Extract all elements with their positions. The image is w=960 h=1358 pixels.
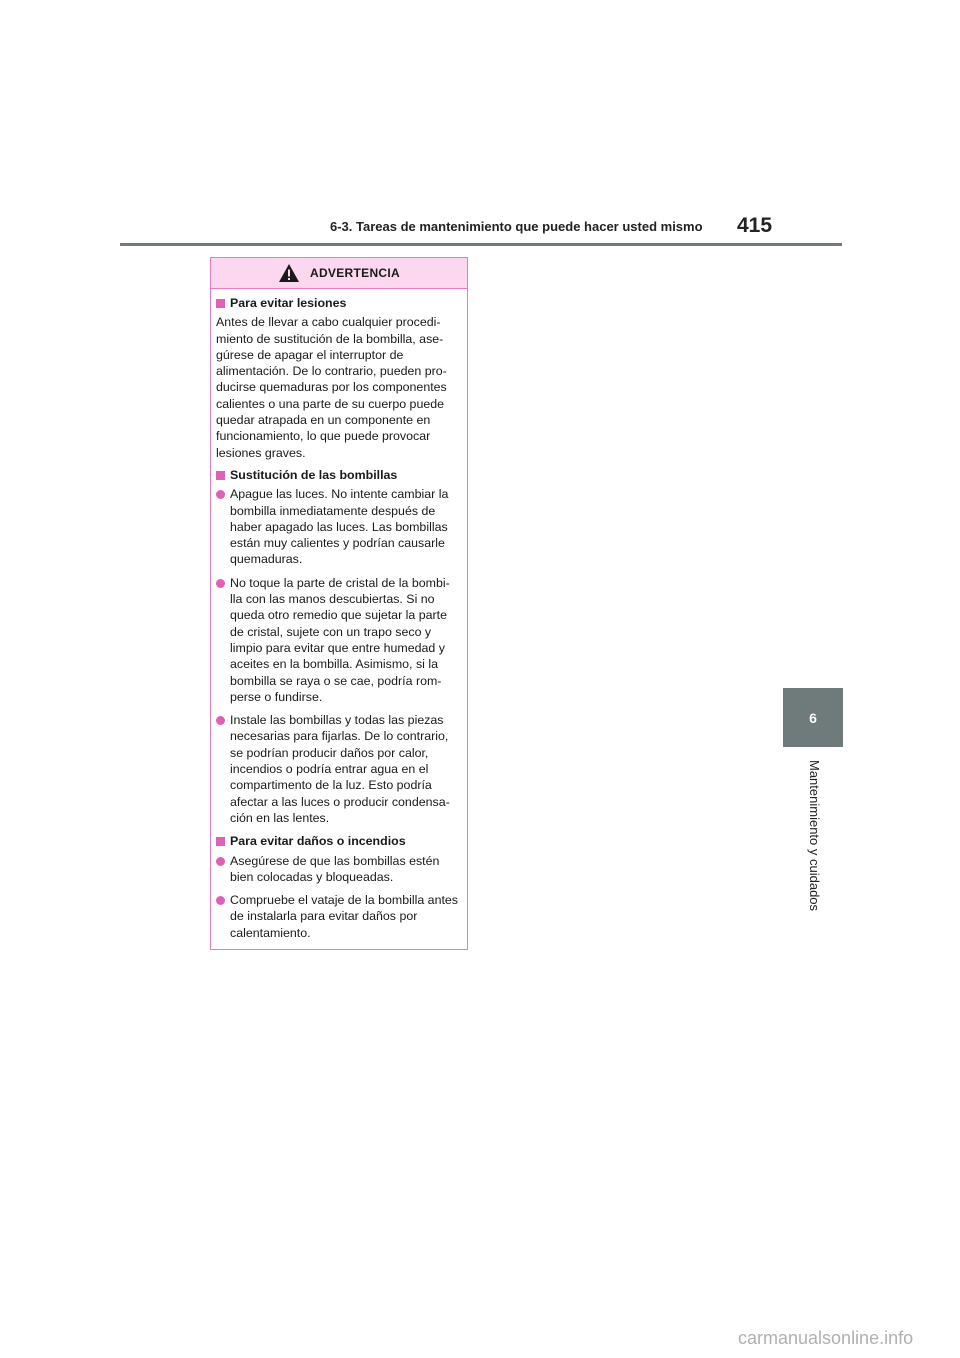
section-heading: [216, 295, 459, 311]
section-heading: [216, 833, 459, 849]
section-heading-text: Sustitución de las bombillas: [230, 467, 398, 482]
section-heading-text: Para evitar daños o incendios: [230, 834, 406, 849]
section-title: 6-3. Tareas de mantenimiento que puede hacer usted mismo: [330, 219, 703, 234]
dot-bullet-icon: [216, 490, 225, 499]
list-item: [216, 892, 459, 941]
chapter-side-title: Mantenimiento y cuidados: [807, 760, 822, 912]
list-item: [216, 575, 459, 705]
watermark: carmanualsonline.info: [738, 1328, 914, 1348]
section-heading-text: Para evitar lesiones: [230, 296, 347, 310]
list-item-text: No toque la parte de cristal de la bombi-lla con las manos descubiertas. Si no queda otro remedio que sujetar la parte de cristal, sujete con un trapo seco y limpio para evitar que entre humedad y aceites en la bombilla. Asimismo, si la bombilla se raya o se cae, podría rom-perse o fundirse.: [230, 575, 450, 704]
square-bullet-icon: [216, 837, 225, 846]
chapter-number: 6: [809, 709, 817, 726]
list-item-text: Compruebe el vataje de la bombilla antes de instalarla para evitar daños por calentamiento.: [230, 893, 458, 940]
section-heading: [216, 467, 459, 483]
dot-bullet-icon: [216, 716, 225, 725]
warning-triangle-icon: [278, 263, 300, 283]
page-number: 415: [737, 214, 773, 237]
warning-title: ADVERTENCIA: [310, 266, 400, 280]
square-bullet-icon: [216, 299, 225, 308]
list-item-text: Apague las luces. No intente cambiar la bombilla inmediatamente después de haber apagado las luces. Las bombillas están muy calientes y podrían causarle quemaduras.: [230, 487, 449, 567]
paragraph: Antes de llevar a cabo cualquier procedi-miento de sustitución de la bombilla, ase-gúrese de apagar el interruptor de alimentación. De lo contrario, pueden pro-ducirse quemaduras por los componentes calientes o una parte de su cuerpo puede quedar atrapada en un componente en funcionamiento, lo que puede provocar lesiones graves.: [216, 315, 447, 460]
dot-bullet-icon: [216, 857, 225, 866]
dot-bullet-icon: [216, 579, 225, 588]
header-divider: [120, 243, 842, 246]
list-item: [216, 486, 459, 567]
dot-bullet-icon: [216, 896, 225, 905]
chapter-tab: [783, 688, 843, 747]
list-item-text: Asegúrese de que las bombillas estén bien colocadas y bloqueadas.: [230, 853, 440, 884]
warning-box: [210, 257, 468, 950]
list-item: [216, 712, 459, 826]
warning-header: [211, 258, 467, 289]
square-bullet-icon: [216, 471, 225, 480]
list-item-text: Instale las bombillas y todas las piezas necesarias para fijarlas. De lo contrario, se podrían producir daños por calor, incendios o podría entrar agua en el compartimento de la luz. Esto podría afectar a las luces o producir condensa-ción en las lentes.: [230, 713, 450, 825]
list-item: [216, 853, 459, 886]
warning-body: [211, 289, 467, 941]
